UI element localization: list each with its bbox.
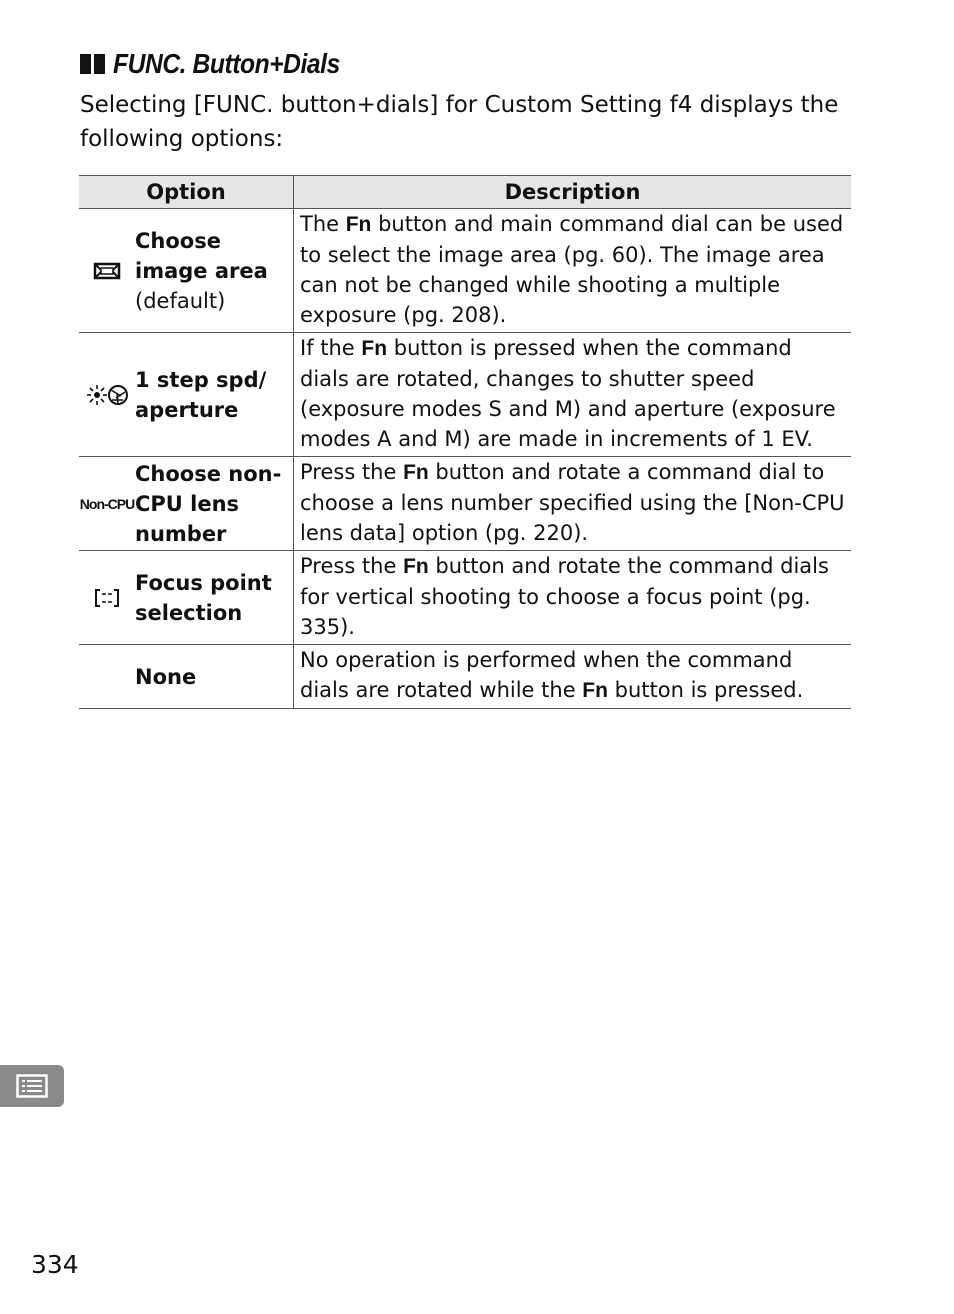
option-label: Choose non-CPU lens number xyxy=(135,461,282,546)
description-text xyxy=(300,460,845,545)
option-cell xyxy=(79,645,294,709)
focus-point-icon xyxy=(79,588,135,608)
table-header-row xyxy=(79,176,851,209)
option-label: None xyxy=(135,664,197,689)
description-text xyxy=(300,554,829,639)
description-run: Press the xyxy=(300,554,404,578)
description-cell xyxy=(294,551,852,645)
description-run: button and main command dial can be used to select the image area (pg. 60). The image area can not be changed while shooting a multiple exposure (pg. 208). xyxy=(300,212,844,327)
table-row xyxy=(79,333,851,457)
option-default-note: (default) xyxy=(135,288,226,313)
table-row xyxy=(79,645,851,709)
option-label: Choose image area xyxy=(135,228,268,283)
description-text xyxy=(300,648,803,702)
header-description: Description xyxy=(294,176,852,209)
table-row xyxy=(79,551,851,645)
menu-list-icon xyxy=(0,1065,64,1107)
option-label: Focus point selection xyxy=(135,570,272,625)
description-run: button and rotate a command dial to choose a lens number specified using the [Non-CPU lens data] option (pg. 220). xyxy=(300,460,845,545)
description-cell xyxy=(294,457,852,551)
non-cpu-icon: Non-CPU xyxy=(79,495,135,512)
intro-text: Selecting [FUNC. button+dials] for Custom Setting f4 displays the following options: xyxy=(80,92,839,152)
description-run: button is pressed when the command dials are rotated, changes to shutter speed (exposure modes S and M) and aperture (exposure modes A and M) are made in increments of 1 EV. xyxy=(300,336,836,451)
table-row xyxy=(79,457,851,551)
page-number: 334 xyxy=(31,1250,79,1279)
description-run: No operation is performed when the command dials are rotated while the xyxy=(300,648,793,702)
description-cell xyxy=(294,333,852,457)
description-cell xyxy=(294,209,852,333)
option-cell xyxy=(79,457,294,551)
fn-button-label: Fn xyxy=(403,461,429,484)
table-row xyxy=(79,209,851,333)
image-area-icon xyxy=(79,261,135,281)
description-run: The xyxy=(300,212,346,236)
description-run: If the xyxy=(300,336,362,360)
fn-button-label: Fn xyxy=(582,679,608,702)
option-cell xyxy=(79,333,294,457)
description-run: Press the xyxy=(300,460,404,484)
description-text xyxy=(300,336,836,451)
heading-marker-icon xyxy=(80,54,105,74)
description-cell xyxy=(294,645,852,709)
fn-button-label: Fn xyxy=(403,555,429,578)
header-option: Option xyxy=(79,176,294,209)
fn-button-label: Fn xyxy=(345,213,372,236)
description-text xyxy=(300,212,843,327)
shutter-aperture-icon xyxy=(79,384,135,406)
description-run: button and rotate the command dials for vertical shooting to choose a focus point (pg. 335). xyxy=(300,554,829,639)
option-cell xyxy=(79,209,294,333)
option-cell xyxy=(79,551,294,645)
options-table xyxy=(79,175,851,709)
section-heading xyxy=(80,48,371,80)
option-label: 1 step spd/ aperture xyxy=(135,367,267,422)
fn-button-label: Fn xyxy=(361,337,388,360)
description-run: button is pressed. xyxy=(607,678,804,702)
heading-title: FUNC. Button+Dials xyxy=(113,48,340,79)
